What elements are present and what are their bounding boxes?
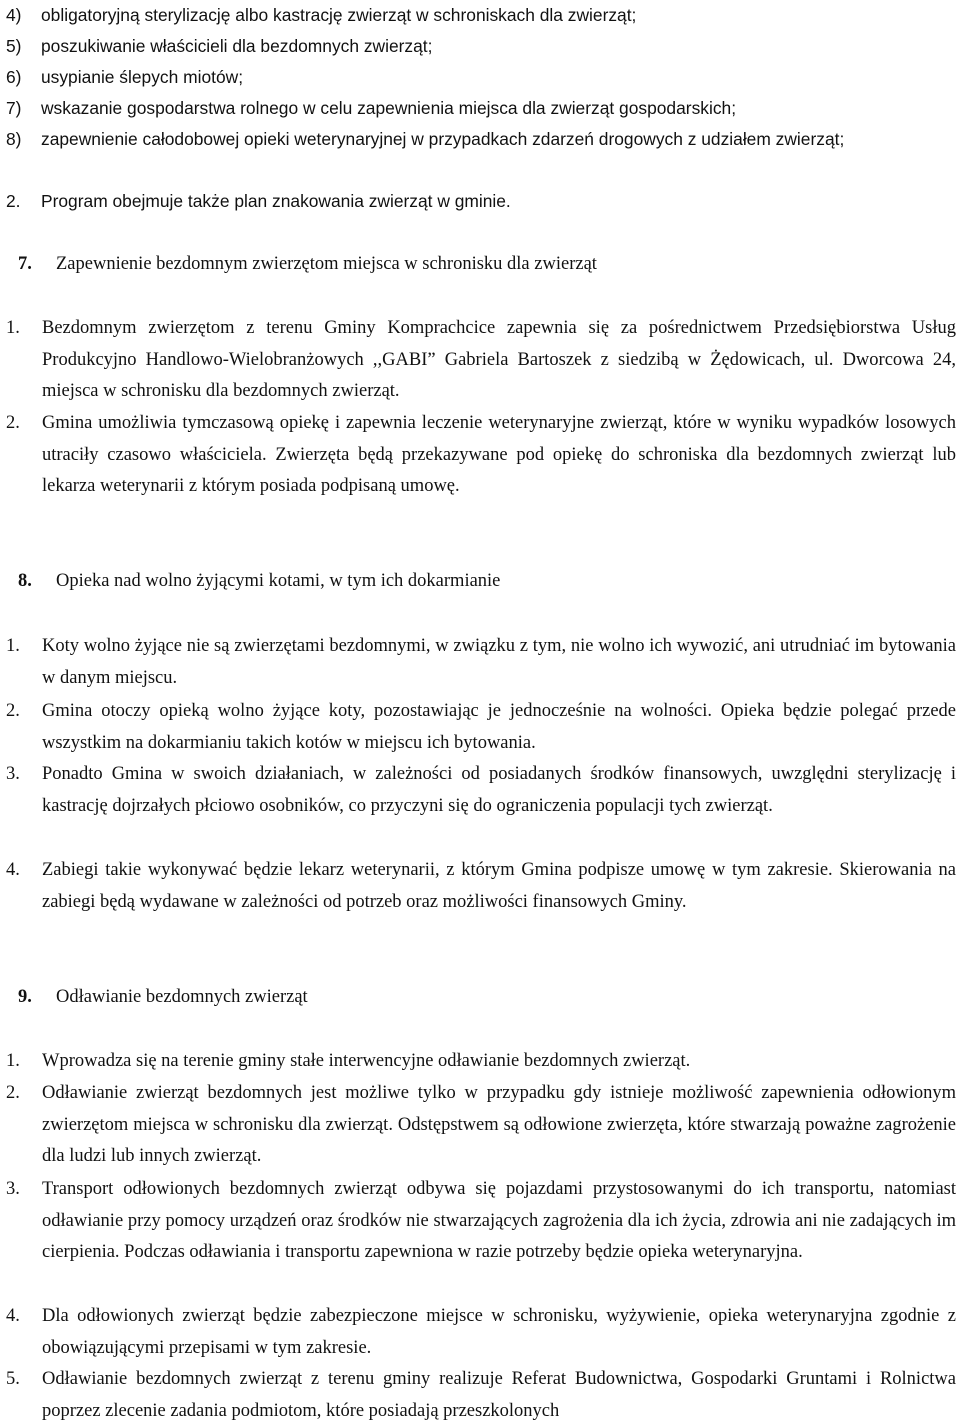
- point-number: 3.: [6, 1179, 20, 1199]
- point-text: Gmina otoczy opieką wolno żyjące koty, pozostawiając je jednocześnie na wolności. Opieka będzie polegać przede wszystkim na dokarmianiu takich kotów w miejscu ich bytowania.: [42, 701, 956, 753]
- point-number: 2.: [6, 413, 20, 433]
- point-number: 1.: [6, 1051, 20, 1071]
- list-item-text: obligatoryjną sterylizację albo kastrację zwierząt w schroniskach dla zwierząt;: [41, 5, 637, 25]
- section-title: Odławianie bezdomnych zwierząt: [56, 987, 308, 1007]
- point-text: Odławianie bezdomnych zwierząt z terenu gminy realizuje Referat Budownictwa, Gospodarki Gruntami i Rolnictwa poprzez zlecenie zadania podmiotom, które posiadają przeszkolonych: [42, 1369, 956, 1421]
- point-text: Program obejmuje także plan znakowania zwierząt w gminie.: [41, 191, 511, 211]
- point-text: Dla odłowionych zwierząt będzie zabezpieczone miejsce w schronisku, wyżywienie, opieka weterynaryjna zgodnie z obowiązującymi przepisami w tym zakresie.: [42, 1306, 956, 1358]
- list-item-number: 5): [6, 36, 22, 56]
- list-item-text: poszukiwanie właścicieli dla bezdomnych zwierząt;: [41, 36, 433, 56]
- list-item-number: 7): [6, 98, 22, 118]
- list-item-text: usypianie ślepych miotów;: [41, 67, 244, 87]
- list-item-text: zapewnienie całodobowej opieki weterynaryjnej w przypadkach zdarzeń drogowych z udziałem zwierząt;: [41, 129, 845, 149]
- point-text: Zabiegi takie wykonywać będzie lekarz weterynarii, z którym Gmina podpisze umowę w tym zakresie. Skierowania na zabiegi będą wydawane w zależności od potrzeb oraz możliwości finansowych Gminy.: [42, 860, 956, 912]
- point-text: Wprowadza się na terenie gminy stałe interwencyjne odławianie bezdomnych zwierząt.: [42, 1051, 691, 1071]
- section-number: 8.: [18, 571, 32, 591]
- point-number: 1.: [6, 636, 20, 656]
- point-number: 3.: [6, 764, 20, 784]
- list-item-number: 8): [6, 129, 22, 149]
- point-number: 2.: [6, 701, 20, 721]
- point-number: 1.: [6, 318, 20, 338]
- list-item-number: 6): [6, 67, 22, 87]
- section-number: 7.: [18, 254, 32, 274]
- list-item-number: 4): [6, 5, 22, 25]
- point-text: Koty wolno żyjące nie są zwierzętami bezdomnymi, w związku z tym, nie wolno ich wywozić, ani utrudniać im bytowania w danym miejscu.: [42, 636, 956, 688]
- point-number: 4.: [6, 1306, 20, 1326]
- point-text: Odławianie zwierząt bezdomnych jest możliwe tylko w przypadku gdy istnieje możliwość zapewnienia odłowionym zwierzętom miejsca w schronisku dla zwierząt. Odstępstwem są odłowione zwierzęta, które stwarzają poważne zagrożenie dla ludzi lub innych zwierząt.: [42, 1083, 956, 1167]
- point-number: 5.: [6, 1369, 20, 1389]
- point-text: Transport odłowionych bezdomnych zwierząt odbywa się pojazdami przystosowanymi do ich transportu, natomiast odławianie przy pomocy urządzeń oraz środków nie stwarzających zagrożenia dla ich życia, zdrowia ani nie zadających im cierpienia. Podczas odławiania i transportu zapewniona w razie potrzeby będzie opieka weterynaryjna.: [42, 1179, 956, 1263]
- point-text: Bezdomnym zwierzętom z terenu Gminy Komprachcice zapewnia się za pośrednictwem Przedsiębiorstwa Usług Produkcyjno Handlowo-Wielobranżowych ,,GABI” Gabriela Bartoszek z siedzibą w Żędowicach, ul. Dworcowa 24, miejsca w schronisku dla bezdomnych zwierząt.: [42, 318, 956, 402]
- section-title: Zapewnienie bezdomnym zwierzętom miejsca w schronisku dla zwierząt: [56, 254, 597, 274]
- section-number: 9.: [18, 987, 32, 1007]
- point-text: Gmina umożliwia tymczasową opiekę i zapewnia leczenie weterynaryjne zwierząt, które w wyniku wypadków losowych utraciły czasowo właściciela. Zwierzęta będą przekazywane pod opiekę do schroniska dla bezdomnych zwierząt lub lekarza weterynarii z którym posiada podpisaną umowę.: [42, 413, 956, 497]
- list-item-text: wskazanie gospodarstwa rolnego w celu zapewnienia miejsca dla zwierząt gospodarskich;: [41, 98, 737, 118]
- point-number: 4.: [6, 860, 20, 880]
- point-number: 2.: [6, 1083, 20, 1103]
- point-number: 2.: [6, 191, 21, 211]
- section-title: Opieka nad wolno żyjącymi kotami, w tym ich dokarmianie: [56, 571, 501, 591]
- point-text: Ponadto Gmina w swoich działaniach, w zależności od posiadanych środków finansowych, uwzględni sterylizację i kastrację dojrzałych płciowo osobników, co przyczyni się do ograniczenia populacji tych zwierząt.: [42, 764, 956, 816]
